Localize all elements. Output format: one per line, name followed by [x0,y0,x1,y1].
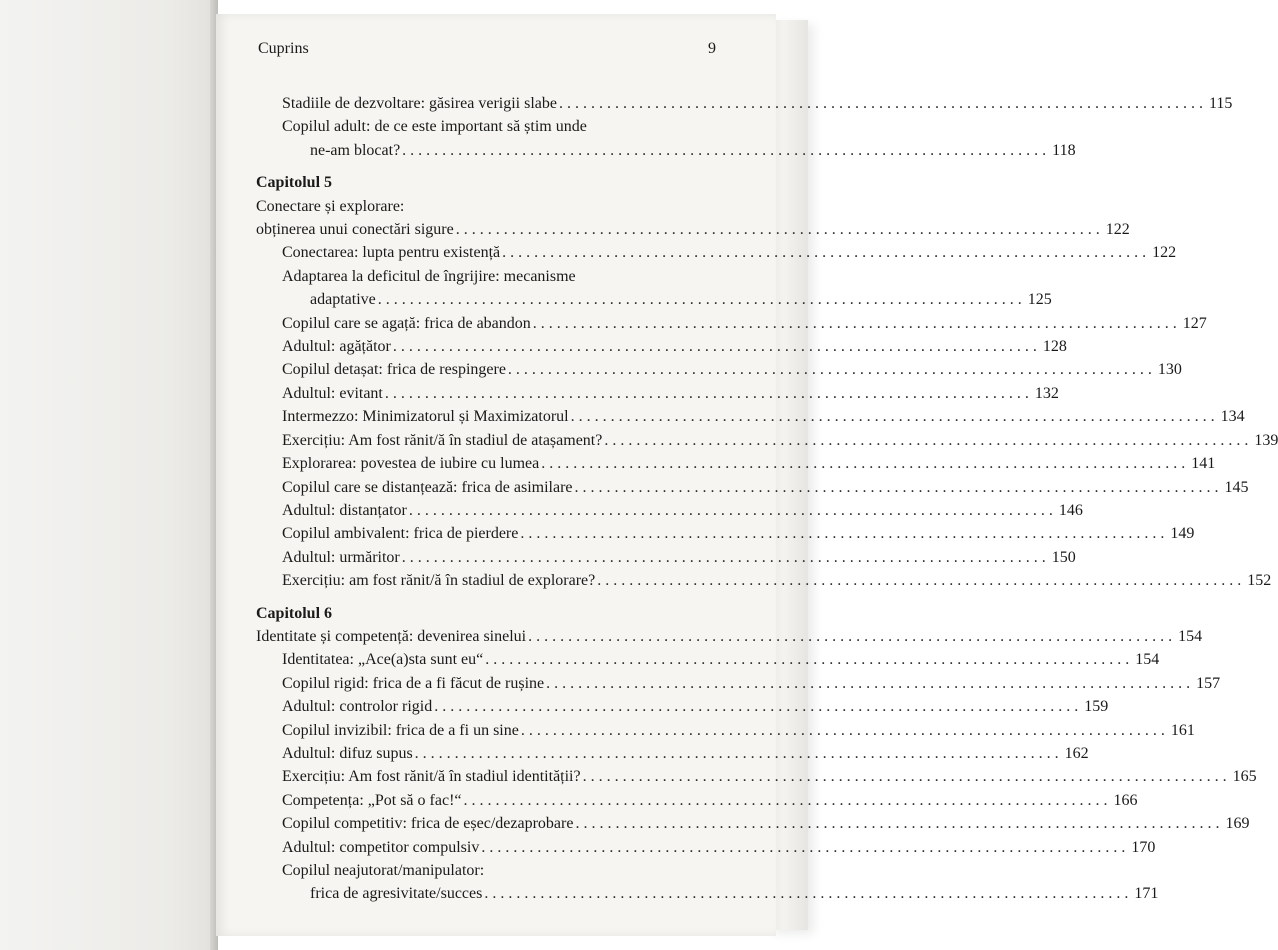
leader-dots [402,546,1046,569]
leader-dots [541,452,1185,475]
chapter-title-line: Conectare și explorare: [256,197,405,215]
header-title: Cuprins [258,40,309,57]
toc-entry: Exercițiu: Am fost rănit/ă în stadiul identității? . . . 165 [256,765,718,788]
leader-dots [434,695,1078,718]
leader-dots [485,648,1129,671]
toc-entry: frica de agresivitate/succes . . . 171 [256,882,718,905]
toc-entry: Copilul care se distanțează: frica de asimilare . . . 145 [256,476,718,499]
chapter-heading: Capitolul 6 [256,604,333,622]
leader-dots [583,765,1227,788]
toc-entry: Adultul: evitant . . . 132 [256,382,718,405]
toc-entry: Competența: „Pot să o fac!“ . . . 166 [256,789,718,812]
leader-dots [546,672,1190,695]
leader-dots [575,812,1219,835]
toc-entry: Stadiile de dezvoltare: găsirea verigii slabe . . . 115 [256,92,718,115]
toc-entry-first-line: Copilul neajutorat/manipulator: [282,862,485,879]
leader-dots [402,139,1046,162]
toc-entry: Adultul: distanțator . . . 146 [256,499,718,522]
leader-dots [393,335,1037,358]
table-of-contents [256,92,1278,906]
leader-dots [521,719,1165,742]
leader-dots [415,742,1059,765]
toc-entry: Adultul: agățător . . . 128 [256,335,718,358]
toc-entry: Conectarea: lupta pentru existență . . . 122 [256,241,718,264]
leader-dots [597,569,1241,592]
toc-entry: adaptative . . . 125 [256,288,718,311]
header-page-number: 9 [708,40,716,57]
leader-dots [571,405,1215,428]
toc-entry: Copilul rigid: frica de a fi făcut de rușine . . . 157 [256,672,718,695]
leader-dots [409,499,1053,522]
toc-entry: Adultul: difuz supus . . . 162 [256,742,718,765]
leader-dots [575,476,1219,499]
leader-dots [559,92,1203,115]
leader-dots [385,382,1029,405]
toc-entry-first-line: Adaptarea la deficitul de îngrijire: mecanisme [282,267,576,285]
toc-entry: Copilul ambivalent: frica de pierdere . . . 149 [256,522,718,545]
chapter-heading: Capitolul 5 [256,174,333,192]
leader-dots [528,625,1172,648]
toc-entry: Copilul invizibil: frica de a fi un sine . . . 161 [256,719,718,742]
toc-entry: Copilul care se agață: frica de abandon . . . 127 [256,312,718,335]
toc-entry: Adultul: competitor compulsiv . . . 170 [256,836,718,859]
leader-dots [502,241,1146,264]
chapter-title-entry: obținerea unui conectări sigure . . . 122 [256,218,718,241]
toc-entry: Adultul: urmăritor . . . 150 [256,546,718,569]
leader-dots [378,288,1022,311]
toc-entry: Copilul competitiv: frica de eșec/dezaprobare . . . 169 [256,812,718,835]
leader-dots [508,358,1152,381]
toc-entry: ne-am blocat? . . . 118 [256,139,718,162]
chapter-title-entry: Identitate și competență: devenirea sinelui . . . 154 [256,625,718,648]
leader-dots [481,836,1125,859]
toc-entry: Intermezzo: Minimizatorul și Maximizatorul . . . 134 [256,405,718,428]
toc-entry-first-line: Copilul adult: de ce este important să știm unde [282,118,587,136]
toc-entry: Copilul detașat: frica de respingere . . . 130 [256,358,718,381]
toc-entry: Explorarea: povestea de iubire cu lumea . . . 141 [256,452,718,475]
book-page [216,14,1278,936]
leader-dots [604,429,1248,452]
leader-dots [464,789,1108,812]
leader-dots [456,218,1100,241]
toc-entry: Exercițiu: am fost rănit/ă în stadiul de explorare? . . . 152 [256,569,718,592]
running-header [258,40,716,58]
leader-dots [484,882,1128,905]
leader-dots [520,522,1164,545]
toc-entry: Identitatea: „Ace(a)sta sunt eu“ . . . 154 [256,648,718,671]
left-page [0,0,215,950]
toc-entry: Adultul: controlor rigid . . . 159 [256,695,718,718]
leader-dots [533,312,1177,335]
toc-entry: Exercițiu: Am fost rănit/ă în stadiul de atașament? . . . 139 [256,429,718,452]
